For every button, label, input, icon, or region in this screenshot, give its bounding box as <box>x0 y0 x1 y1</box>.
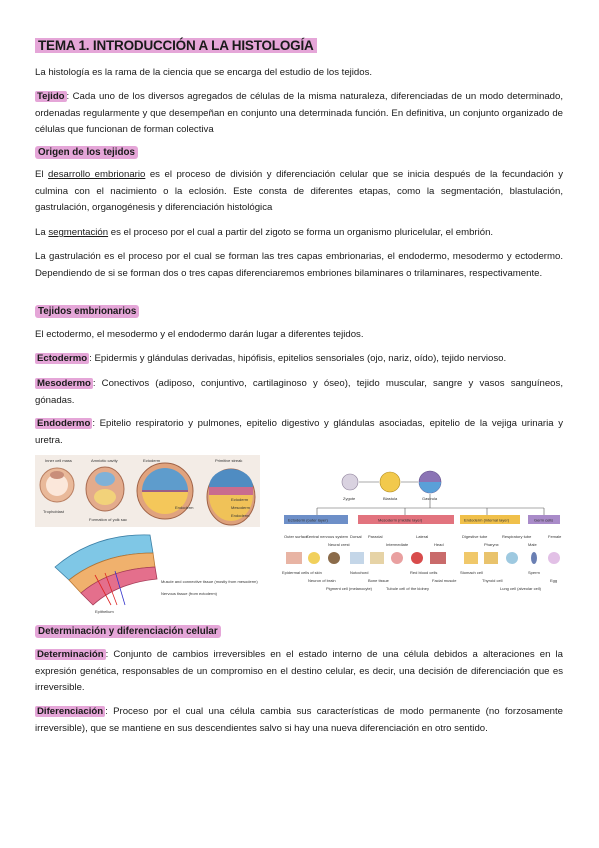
cell-label-1: Epidermal cells of skin <box>282 570 322 575</box>
cell-label-13: Egg <box>550 578 558 583</box>
cell-label-6: Tubule cell of the kidney <box>386 586 429 591</box>
origen-heading: Origen de los tejidos <box>35 146 138 159</box>
tejido-text: : Cada uno de los diversos agregados de células de la misma naturaleza, diferenciadas de un modo determinado, ordenadas regularmente y que desempeñan en conjunto una determinada función. En definitiva, un conjunto organizado de células que funcionan de forman colectiva <box>35 91 563 136</box>
segmentacion-term: segmentación <box>48 227 109 238</box>
group-label-3: Neural crest <box>328 542 350 547</box>
endodermo-paragraph <box>35 416 563 449</box>
mesoderm-label: Mesoderm (middle layer) <box>378 517 423 523</box>
fig-left-label-12: Nervous tissue (from ectoderm) <box>161 591 218 596</box>
embryo-stage-3 <box>137 463 193 519</box>
segmentacion-paragraph <box>35 225 563 242</box>
ectoderm-label: Ectoderm (outer layer) <box>288 517 328 523</box>
tissue-slab-illustration <box>55 535 157 605</box>
fig-left-label-9: Ectoderm <box>231 497 249 502</box>
fig-left-label-4: Primitive streak <box>215 458 243 463</box>
page-title: TEMA 1. INTRODUCCIÓN A LA HISTOLOGÍA <box>35 38 317 53</box>
determinacion-text: : Conjunto de cambios irreversibles en el estado interno de una célula debidos a alteraciones en la expresión genética, responsables de un compromiso en el destino celular, es decir, una decisión de diferenciación que es irreversible. <box>35 649 563 694</box>
group-label-2: Central nervous system <box>306 534 349 539</box>
fig-left-label-5: Trophoblast <box>43 509 64 514</box>
cell-label-4: Notochord <box>350 570 369 575</box>
cell-label-2: Neuron of brain <box>308 578 336 583</box>
fig-left-label-1: Inner cell mass <box>45 458 72 463</box>
endodermo-text: : Epitelio respiratorio y pulmones, epitelio digestivo y glándulas asociadas, epitelio de la vejiga urinaria y uretra. <box>35 418 563 446</box>
fig-left-label-10: Endoderm <box>231 513 250 518</box>
group-label-1: Outer surface <box>284 534 309 539</box>
group-label-13: Female <box>548 534 562 539</box>
mesodermo-text: : Conectivos (adiposo, conjuntivo, cartilaginoso y óseo), tejido muscular, sangre y vasos sanguíneos, gónadas. <box>35 378 563 406</box>
desarrollo-text-b: es el proceso de división y diferenciación celular que se inicia después de la fecundación y culmina con el nacimiento o la eclosión. Este consta de diferentes etapas, como la segmentación, blastulación, gastrulación, organogénesis y diferenciación histológica <box>35 169 564 214</box>
cell-label-9: Stomach cell <box>460 570 483 575</box>
group-label-6: Intermediate <box>386 542 409 547</box>
endoderm-label: Endoderm (internal layer) <box>464 517 510 523</box>
group-label-9: Digestive tube <box>462 534 488 539</box>
ectodermo-text: : Epidermis y glándulas derivadas, hipófisis, epitelios sensoriales (ojo, nariz, oído), tejido nervioso. <box>89 353 507 364</box>
cell-label-10: Thyroid cell <box>482 578 503 583</box>
group-label-4: Dorsal <box>350 534 362 539</box>
cell-label-3: Pigment cell (melanocyte) <box>326 586 373 591</box>
fig-left-label-13: Epithelium <box>95 609 114 614</box>
cell-label-7: Red blood cells <box>410 570 438 575</box>
tejido-definition <box>35 89 563 139</box>
group-label-5: Paraxial <box>368 534 383 539</box>
ectodermo-term: Ectodermo <box>37 353 88 364</box>
tejido-term: Tejido <box>37 91 65 102</box>
group-label-10: Pharynx <box>484 542 499 547</box>
fig-left-label-3: Ectoderm <box>143 458 161 463</box>
germ-layer-tree-figure <box>282 468 567 608</box>
fig-left-label-2: Amniotic cavity <box>91 458 118 463</box>
ectodermo-paragraph <box>35 351 563 368</box>
determinacion-heading: Determinación y diferenciación celular <box>35 625 221 638</box>
derivative-cell-drawings <box>286 552 560 564</box>
embryo-stage-1 <box>40 468 74 502</box>
zygote-label: Zygote <box>343 496 356 501</box>
embryo-development-figure <box>35 455 260 615</box>
cell-label-8: Facial muscle <box>432 578 457 583</box>
cell-label-11: Lung cell (alveolar cell) <box>500 586 541 591</box>
desarrollo-term: desarrollo embrionario <box>48 169 146 180</box>
group-label-8: Head <box>434 542 444 547</box>
desarrollo-text-a: El <box>35 169 49 180</box>
cell-label-12: Sperm <box>528 570 540 575</box>
fig-left-label-6: Formation of yolk sac <box>89 517 128 522</box>
gastrulacion-paragraph: La gastrulación es el proceso por el cual se forman las tres capas embrionarias, el endodermo, mesodermo y ectodermo. Dependiendo de si se forman dos o tres capas diferenciaremos embriones bilaminares o trilaminares, respectivamente. <box>35 251 563 279</box>
zygote-blastula-gastrula <box>342 471 441 493</box>
fig-left-label-8: Mesoderm <box>231 505 250 510</box>
germ-cells-label: Germ cells <box>534 517 554 523</box>
cell-label-5: Bone tissue <box>368 578 389 583</box>
segmentacion-text-a: La <box>35 227 49 238</box>
gastrula-label: Gastrula <box>422 496 438 501</box>
group-label-11: Respiratory tube <box>502 534 532 539</box>
mesodermo-paragraph <box>35 376 563 409</box>
diferenciacion-paragraph <box>35 704 563 737</box>
fig-left-label-11: Muscle and connective tissue (mostly from mesoderm) <box>161 579 258 584</box>
segmentacion-text-b: es el proceso por el cual a partir del zigoto se forma un organismo pluricelular, el embrión. <box>108 227 494 238</box>
endodermo-term: Endodermo <box>37 418 91 429</box>
embrionarios-heading: Tejidos embrionarios <box>35 305 139 318</box>
embrionarios-intro: El ectodermo, el mesodermo y el endodermo darán lugar a diferentes tejidos. <box>35 329 364 340</box>
diferenciacion-text: : Proceso por el cual una célula cambia sus características de modo permanente (no forzosamente irreversible), que se mantiene en sus descendientes salvo si hay una nueva diferenciación en otro sentido. <box>35 706 563 734</box>
group-label-12: Male <box>528 542 537 547</box>
diferenciacion-term: Diferenciación <box>37 706 104 717</box>
determinacion-paragraph <box>35 647 563 697</box>
group-label-7: Lateral <box>416 534 429 539</box>
intro-paragraph: La histología es la rama de la ciencia que se encarga del estudio de los tejidos. <box>35 67 373 78</box>
embryo-stage-2 <box>86 467 124 511</box>
mesodermo-term: Mesodermo <box>37 378 91 389</box>
determinacion-term: Determinación <box>37 649 104 660</box>
blastula-label: Blastula <box>383 496 398 501</box>
fig-left-label-7: Endoderm <box>175 505 194 510</box>
desarrollo-paragraph <box>35 167 563 217</box>
